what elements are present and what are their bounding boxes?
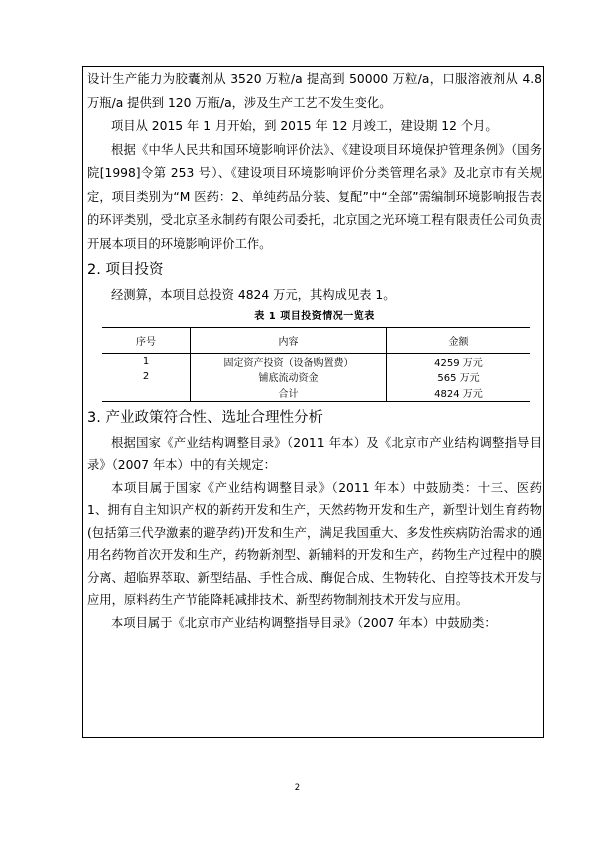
paragraph-regulations: 根据《中华人民共和国环境影响评价法》、《建设项目环境保护管理条例》（国务院[1998]令第 253 号）、《建设项目环境影响评价分类管理名录》及北京市有关规定，项目类别为“M 医药：2、单纯药品分装、复配”中“全部”需编制环境影响报告表的环评类别，受北京圣永制药有限公司委托，北京国之光环境工程有限责任公司负责开展本项目的环境影响评价工作。 [87, 142, 542, 251]
investment-table [102, 327, 530, 402]
section-heading-investment: 2. 项目投资 [87, 262, 164, 278]
table-header-row [102, 327, 530, 353]
table-cell: 4824 万元 [387, 385, 531, 402]
paragraph-capacity: 设计生产能力为胶囊剂从 3520 万粒/a 提高到 50000 万粒/a，口服溶液剂从 4.8 万瓶/a 提供到 120 万瓶/a，涉及生产工艺不发生变化。 [87, 72, 542, 110]
table-row [102, 369, 530, 385]
table-cell: 铺底流动资金 [191, 369, 387, 385]
paragraph-beijing-catalog: 本项目属于《北京市产业结构调整指导目录》（2007 年本）中鼓励类： [111, 615, 497, 630]
paragraph-policy-intro: 根据国家《产业结构调整目录》（2011 年本）及《北京市产业结构调整指导目录》（2007 年本）中的有关规定： [87, 435, 542, 472]
document-body [87, 68, 542, 634]
table-cell: 合计 [191, 385, 387, 402]
column-header-amount: 金额 [387, 327, 531, 353]
column-header-content: 内容 [191, 327, 387, 353]
table-cell: 1 [142, 355, 150, 367]
table-cell: 2 [142, 371, 150, 383]
table-total-row [102, 385, 530, 402]
paragraph-national-catalog: 本项目属于国家《产业结构调整目录》（2011 年本）中鼓励类：十三、医药 1、拥有自主知识产权的新药开发和生产，天然药物开发和生产，新型计划生育药物(包括第三代孕激素的避孕药)开发和生产，满足我国重大、多发性疾病防治需求的通用名药物首次开发和生产，药物新剂型、新辅料的开发和生产，药物生产过程中的膜分离、超临界萃取、新型结晶、手性合成、酶促合成、生物转化、自控等技术开发与应用，原料药生产节能降耗减排技术、新型药物制剂技术开发与应用。 [87, 480, 542, 607]
table-row [102, 353, 530, 369]
paragraph-schedule: 项目从 2015 年 1 月开始，到 2015 年 12 月竣工，建设期 12 个月。 [111, 119, 498, 133]
paragraph-investment-intro: 经测算，本项目总投资 4824 万元，其构成见表 1。 [111, 288, 396, 302]
table-cell: 固定资产投资（设备购置费） [191, 353, 387, 369]
column-header-index: 序号 [102, 327, 191, 353]
table-caption: 表 1 项目投资情况一览表 [254, 310, 375, 322]
table-cell: 565 万元 [387, 369, 531, 385]
table-cell [102, 385, 191, 402]
table-cell: 4259 万元 [387, 353, 531, 369]
section-heading-policy: 3. 产业政策符合性、选址合理性分析 [87, 409, 323, 426]
page-number: 2 [294, 783, 301, 793]
